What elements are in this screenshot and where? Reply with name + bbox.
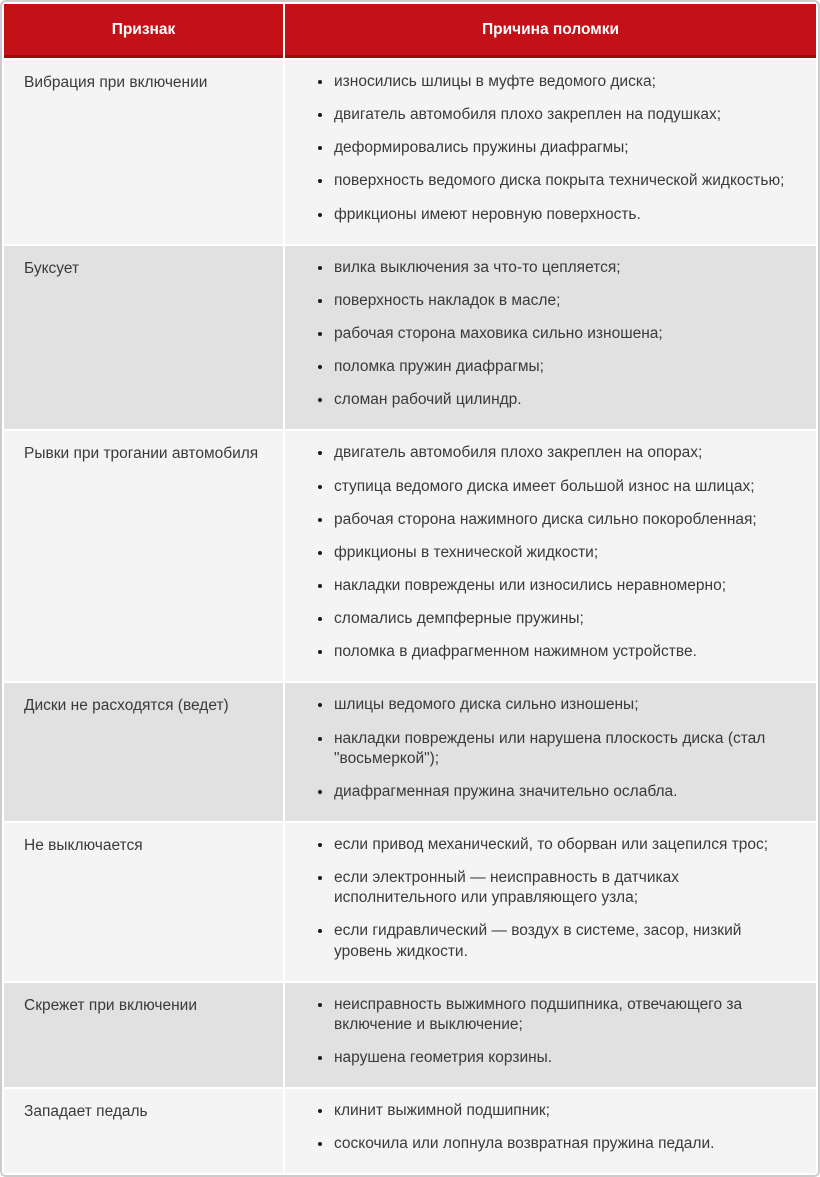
table-row: [4, 983, 816, 1087]
symptom-text: Буксует: [24, 259, 80, 277]
header-cell-cause: Причина поломки: [285, 4, 816, 58]
symptom-text: Вибрация при включении: [24, 74, 208, 91]
cause-item: • деформировались пружины диафрагмы;: [333, 138, 798, 158]
table-row: [4, 683, 816, 821]
cause-list: [285, 695, 798, 802]
cause-cell: [285, 983, 816, 1087]
symptom-cell: [4, 246, 283, 430]
cause-item: • двигатель автомобиля плохо закреплен на опорах;: [333, 443, 798, 463]
symptom-cell: [4, 983, 283, 1087]
cause-list: [285, 835, 798, 962]
cause-list: [285, 72, 798, 225]
cause-item: • поверхность накладок в масле;: [333, 291, 798, 311]
symptom-cell: [4, 683, 283, 821]
cause-item: • если электронный — неисправность в датчиках исполнительного или управляющего узла;: [333, 868, 798, 908]
cause-item: • накладки повреждены или износились неравномерно;: [333, 576, 798, 596]
symptom-cell: [4, 823, 283, 981]
table-body: [4, 60, 816, 1173]
cause-item: • поверхность ведомого диска покрыта технической жидкостью;: [333, 171, 798, 191]
cause-item: • соскочила или лопнула возвратная пружина педали.: [333, 1134, 798, 1154]
symptom-text: Западает педаль: [24, 1103, 148, 1121]
symptom-cell: [4, 431, 283, 681]
cause-cell: [285, 60, 816, 244]
cause-cell: [285, 431, 816, 681]
cause-item: • нарушена геометрия корзины.: [333, 1048, 798, 1068]
diagnostics-table: [2, 2, 818, 1175]
cause-cell: [285, 246, 816, 430]
header-row: [4, 4, 816, 58]
cause-item: • неисправность выжимного подшипника, отвечающего за включение и выключение;: [333, 995, 798, 1035]
cause-item: • вилка выключения за что-то цепляется;: [333, 258, 798, 278]
cause-item: • фрикционы имеют неровную поверхность.: [333, 205, 798, 225]
cause-item: • накладки повреждены или нарушена плоскость диска (стал "восьмеркой");: [333, 729, 798, 769]
header-cell-symptom: Признак: [4, 4, 283, 58]
cause-item: • шлицы ведомого диска сильно изношены;: [333, 695, 798, 715]
cause-list: [285, 443, 798, 662]
cause-cell: [285, 1089, 816, 1173]
cause-item: • фрикционы в технической жидкости;: [333, 543, 798, 563]
cause-list: [285, 258, 798, 411]
cause-item: • поломка пружин диафрагмы;: [333, 357, 798, 377]
symptom-cell: [4, 1089, 283, 1173]
cause-item: • поломка в диафрагменном нажимном устройстве.: [333, 642, 798, 662]
table-row: [4, 823, 816, 981]
cause-item: • рабочая сторона нажимного диска сильно покоробленная;: [333, 510, 798, 530]
table-row: [4, 246, 816, 430]
cause-cell: [285, 823, 816, 981]
cause-item: • сломан рабочий цилиндр.: [333, 390, 798, 410]
cause-cell: [285, 683, 816, 821]
cause-list: [285, 995, 798, 1068]
symptom-text: Скрежет при включении: [24, 996, 197, 1014]
cause-item: • диафрагменная пружина значительно ослабла.: [333, 782, 798, 802]
cause-item: • рабочая сторона маховика сильно изношена;: [333, 324, 798, 344]
cause-item: • сломались демпферные пружины;: [333, 609, 798, 629]
table-row: [4, 1089, 816, 1173]
cause-item: • если привод механический, то оборван или зацепился трос;: [333, 835, 798, 855]
cause-list: [285, 1101, 798, 1154]
symptom-text: Рывки при трогании автомобиля: [24, 445, 259, 463]
cause-item: • износились шлицы в муфте ведомого диска;: [333, 72, 798, 92]
symptom-cell: [4, 60, 283, 244]
cause-item: • если гидравлический — воздух в системе, засор, низкий уровень жидкости.: [333, 921, 798, 961]
cause-item: • ступица ведомого диска имеет большой износ на шлицах;: [333, 477, 798, 497]
symptom-text: Не выключается: [24, 836, 143, 854]
table-row: [4, 431, 816, 681]
symptom-text: Диски не расходятся (ведет): [24, 697, 229, 715]
cause-item: • двигатель автомобиля плохо закреплен на подушках;: [333, 105, 798, 125]
table-header: [4, 4, 816, 58]
cause-item: • клинит выжимной подшипник;: [333, 1101, 798, 1121]
table-row: [4, 60, 816, 244]
